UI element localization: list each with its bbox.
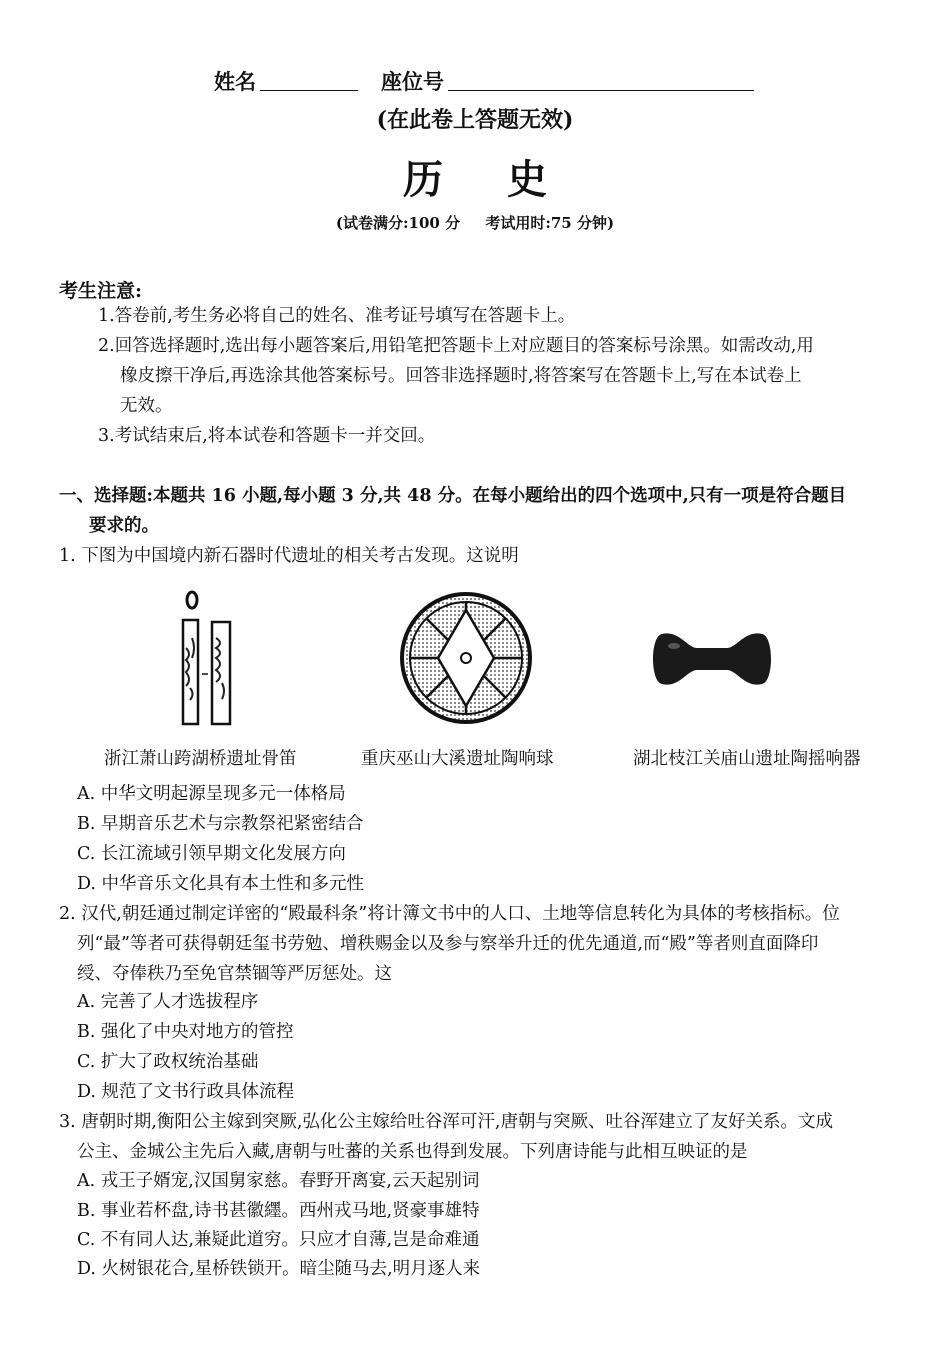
question-1-stem: 1. 下图为中国境内新石器时代遗址的相关考古发现。这说明 [59, 546, 519, 566]
exam-meta [0, 212, 950, 233]
full-score: (试卷满分:100 分 [335, 214, 461, 232]
question-2-stem: 2. 汉代,朝廷通过制定详密的“殿最科条”将计簿文书中的人口、土地等信息转化为具体的考核指标。位 列“最”等者可获得朝廷玺书劳勉、增秩赐金以及参与察举升迁的优先通道,而“殿”等者则直面降印 绶、夺俸秩乃至免官禁锢等严厉惩处。这 [59, 904, 840, 984]
notice-item-1: 1.答卷前,考生务必将自己的姓名、准考证号填写在答题卡上。 [98, 306, 576, 326]
q2-option-a[interactable]: A. 完善了人才选拔程序 [77, 992, 259, 1012]
bone-flute-icon [172, 588, 242, 728]
caption-pottery-rattle: 湖北枝江关庙山遗址陶摇响器 [633, 749, 861, 769]
question-3-stem: 3. 唐朝时期,衡阳公主嫁到突厥,弘化公主嫁给吐谷浑可汗,唐朝与突厥、吐谷浑建立了友好关系。文成 公主、金城公主先后入藏,唐朝与吐蕃的关系也得到发展。下列唐诗能与此相互映证的是 [59, 1112, 833, 1162]
notice-item-2: 2.回答选择题时,选出每小题答案后,用铅笔把答题卡上对应题目的答案标号涂黑。如需改动,用 橡皮擦干净后,再选涂其他答案标号。回答非选择题时,将答案写在答题卡上,写在本试卷上 无效。 [98, 336, 814, 416]
q1-option-c[interactable]: C. 长江流域引领早期文化发展方向 [77, 844, 346, 864]
q2-option-c[interactable]: C. 扩大了政权统治基础 [77, 1052, 259, 1072]
q3-option-d[interactable]: D. 火树银花合,星桥铁锁开。暗尘随马去,明月逐人来 [77, 1259, 481, 1279]
invalid-note: (在此卷上答题无效) [376, 107, 574, 133]
notice-item-3: 3.考试结束后,将本试卷和答题卡一并交回。 [98, 426, 436, 446]
q1-option-b[interactable]: B. 早期音乐艺术与宗教祭祀紧密结合 [77, 814, 364, 834]
pottery-ball-icon [398, 590, 534, 726]
caption-pottery-ball: 重庆巫山大溪遗址陶响球 [361, 749, 554, 769]
pottery-rattle-icon [652, 626, 772, 692]
q3-option-c[interactable]: C. 不有同人达,兼疑此道穷。只应才自薄,岂是命难通 [77, 1230, 480, 1250]
q3-option-a[interactable]: A. 戎王子婿宠,汉国舅家慈。春野开离宴,云天起别词 [77, 1171, 480, 1191]
section-heading: 一、选择题:本题共 16 小题,每小题 3 分,共 48 分。在每小题给出的四个选项中,只有一项是符合题目 要求的。 [59, 486, 847, 536]
seat-blank [448, 66, 754, 91]
seat-label: 座位号 [381, 69, 444, 94]
exam-time: 考试用时:75 分钟) [485, 214, 615, 232]
name-label: 姓名 [214, 69, 256, 94]
name-blank [260, 66, 358, 91]
notice-title: 考生注意: [59, 280, 143, 302]
caption-bone-flute: 浙江萧山跨湖桥遗址骨笛 [104, 749, 297, 769]
q3-option-b[interactable]: B. 事业若杯盘,诗书甚徽纆。西州戎马地,贤豪事雄特 [77, 1201, 480, 1221]
q1-option-d[interactable]: D. 中华音乐文化具有本土性和多元性 [77, 874, 365, 894]
q2-option-d[interactable]: D. 规范了文书行政具体流程 [77, 1082, 295, 1102]
subject-title: 历史 [403, 156, 611, 203]
q2-option-b[interactable]: B. 强化了中央对地方的管控 [77, 1022, 294, 1042]
q1-option-a[interactable]: A. 中华文明起源呈现多元一体格局 [77, 784, 346, 804]
